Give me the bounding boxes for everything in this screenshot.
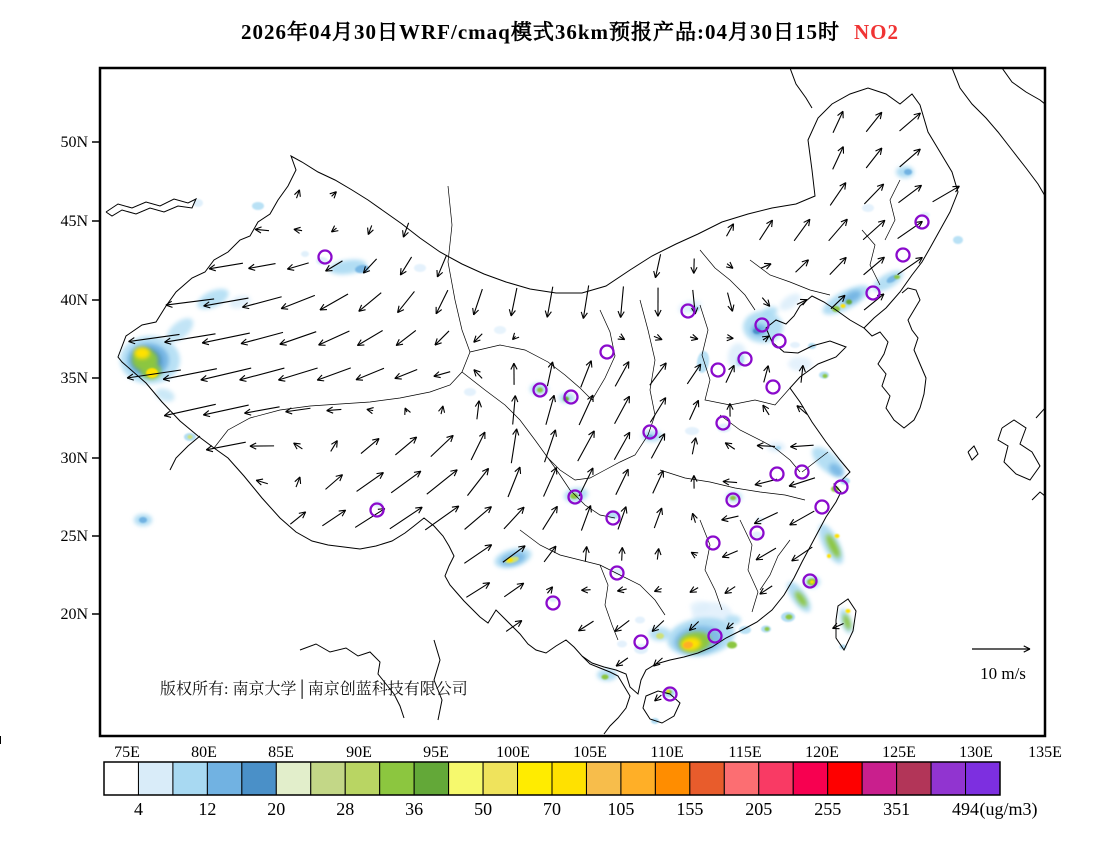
colorbar-cell bbox=[759, 762, 793, 795]
station-marker bbox=[767, 381, 780, 394]
pollution-plume bbox=[139, 517, 147, 523]
wind-arrow bbox=[390, 507, 422, 529]
wind-arrow bbox=[244, 407, 279, 413]
coastline bbox=[790, 68, 812, 108]
pollution-plume bbox=[690, 601, 710, 613]
colorbar-cell bbox=[724, 762, 758, 795]
colorbar-cell bbox=[586, 762, 620, 795]
wind-arrow bbox=[864, 184, 883, 204]
coastline bbox=[170, 436, 200, 470]
wind-arrow bbox=[543, 506, 558, 529]
colorbar-cell bbox=[138, 762, 172, 795]
station-marker bbox=[897, 249, 910, 262]
pollution-plume bbox=[656, 633, 664, 639]
colorbar-label: 36 bbox=[405, 799, 424, 819]
colorbar-cell bbox=[207, 762, 241, 795]
wind-arrow bbox=[425, 506, 459, 530]
pollution-plume bbox=[835, 534, 840, 538]
colorbar-cell bbox=[966, 762, 1000, 795]
pollution-plume bbox=[188, 435, 193, 439]
pollution-plume bbox=[685, 427, 699, 435]
colorbar-cell bbox=[380, 762, 414, 795]
wind-arrow bbox=[464, 545, 491, 564]
pollution-plume bbox=[846, 609, 851, 613]
wind-arrow bbox=[203, 405, 248, 415]
colorbar-label: 494 bbox=[952, 799, 980, 819]
pollution-plume bbox=[301, 251, 309, 257]
lat-label: 20N bbox=[60, 606, 88, 623]
wind-arrow bbox=[898, 221, 923, 238]
pollution-plume bbox=[777, 290, 804, 314]
lat-label: 50N bbox=[60, 134, 88, 151]
wind-arrow bbox=[511, 429, 516, 463]
colorbar-cell bbox=[655, 762, 689, 795]
wind-arrow bbox=[687, 364, 700, 384]
wind-arrow-layer bbox=[127, 111, 959, 701]
wind-arrow bbox=[357, 330, 382, 345]
colorbar-label: 155 bbox=[676, 799, 704, 819]
station-marker bbox=[601, 346, 614, 359]
lon-label: 105E bbox=[573, 744, 607, 761]
colorbar-cell bbox=[931, 762, 965, 795]
copyright-text: 版权所有: 南京大学│南京创蓝科技有限公司 bbox=[160, 681, 468, 698]
pollution-plume bbox=[730, 496, 736, 500]
colorbar-label: 20 bbox=[267, 799, 286, 819]
pollution-plume bbox=[841, 304, 846, 308]
colorbar-label: 4 bbox=[133, 799, 143, 819]
wind-arrow bbox=[356, 368, 384, 379]
wind-arrow bbox=[206, 442, 245, 450]
pollution-plume bbox=[894, 275, 900, 279]
lat-label: 25N bbox=[60, 528, 88, 545]
wind-arrow bbox=[830, 257, 846, 274]
colorbar bbox=[104, 762, 1038, 820]
colorbar-cell bbox=[449, 762, 483, 795]
wind-arrow bbox=[398, 291, 415, 312]
pollution-plume bbox=[464, 388, 476, 396]
province-boundary bbox=[700, 520, 722, 610]
pollution-plume bbox=[602, 675, 609, 680]
colorbar-label: 351 bbox=[883, 799, 911, 819]
coastline bbox=[864, 288, 926, 428]
colorbar-cell bbox=[552, 762, 586, 795]
pollution-plume bbox=[775, 446, 781, 450]
colorbar-cell bbox=[621, 762, 655, 795]
wind-arrow bbox=[544, 467, 557, 496]
wind-arrow bbox=[650, 363, 666, 385]
colorbar-cell bbox=[690, 762, 724, 795]
coastline bbox=[1032, 492, 1045, 500]
colorbar-units: (ug/m3) bbox=[979, 799, 1038, 819]
wind-scale-label: 10 m/s bbox=[980, 664, 1026, 683]
pollution-plume bbox=[146, 368, 158, 378]
pollution-plume bbox=[953, 236, 963, 244]
lon-label: 95E bbox=[423, 744, 449, 761]
station-marker bbox=[771, 468, 784, 481]
wind-arrow bbox=[395, 437, 416, 455]
lat-label: 40N bbox=[60, 292, 88, 309]
wind-arrow bbox=[322, 510, 345, 526]
province-boundary bbox=[214, 186, 470, 448]
wind-arrow bbox=[471, 432, 485, 460]
station-marker bbox=[816, 501, 829, 514]
wind-arrow bbox=[615, 396, 630, 424]
pollution-plume bbox=[414, 264, 426, 272]
wind-arrow bbox=[792, 547, 813, 561]
province-boundary bbox=[640, 300, 655, 435]
lon-label: 75E bbox=[114, 744, 140, 761]
lon-label: 130E bbox=[959, 744, 993, 761]
lon-label: 110E bbox=[650, 744, 684, 761]
lon-label: 80E bbox=[191, 744, 217, 761]
pollution-plume bbox=[790, 342, 800, 348]
province-boundary bbox=[760, 540, 790, 590]
pollution-plume bbox=[635, 617, 645, 624]
colorbar-cell bbox=[483, 762, 517, 795]
map-layers bbox=[106, 68, 1045, 734]
wind-arrow bbox=[319, 331, 350, 345]
pollution-plume bbox=[727, 642, 737, 649]
colorbar-cell bbox=[276, 762, 310, 795]
wind-arrow bbox=[320, 294, 348, 310]
pollution-plume bbox=[788, 357, 812, 371]
colorbar-cell bbox=[793, 762, 827, 795]
station-marker bbox=[712, 364, 725, 377]
coastline bbox=[1036, 408, 1045, 418]
pollution-plume bbox=[846, 300, 852, 305]
wind-arrow bbox=[790, 445, 813, 447]
title-text: 2026年04月30日WRF/cmaq模式36km预报产品:04月30日15时 bbox=[241, 20, 840, 44]
wind-arrow bbox=[467, 468, 488, 495]
coastline bbox=[1002, 68, 1045, 104]
title-species-label: NO2 bbox=[854, 20, 899, 44]
lat-label: 30N bbox=[60, 450, 88, 467]
wind-arrow bbox=[583, 285, 588, 318]
coastline bbox=[998, 420, 1040, 480]
pollution-plume bbox=[667, 690, 670, 693]
colorbar-cell bbox=[414, 762, 448, 795]
wind-arrow bbox=[866, 148, 882, 168]
wind-arrow bbox=[900, 113, 921, 131]
lat-label: 45N bbox=[60, 213, 88, 230]
wind-arrow bbox=[427, 470, 457, 494]
wind-arrow bbox=[278, 368, 317, 380]
wind-arrow bbox=[866, 112, 882, 131]
wind-arrow bbox=[317, 368, 351, 380]
pollution-plume bbox=[786, 615, 793, 620]
coastline bbox=[106, 199, 196, 216]
wind-arrow bbox=[281, 295, 315, 308]
wind-arrow bbox=[653, 471, 664, 494]
wind-arrow bbox=[615, 362, 629, 387]
coastline bbox=[968, 446, 978, 460]
wind-arrow bbox=[391, 471, 421, 493]
colorbar-cell bbox=[518, 762, 552, 795]
wind-arrow bbox=[833, 147, 844, 170]
colorbar-cell bbox=[828, 762, 862, 795]
colorbar-label: 70 bbox=[543, 799, 561, 819]
province-boundary bbox=[750, 260, 830, 295]
wind-arrow bbox=[209, 263, 243, 269]
wind-arrow bbox=[790, 511, 815, 525]
colorbar-label: 105 bbox=[607, 799, 635, 819]
colorbar-cell bbox=[173, 762, 207, 795]
pollution-plume bbox=[494, 326, 506, 334]
wind-arrow bbox=[280, 332, 316, 345]
wind-arrow bbox=[578, 431, 595, 461]
colorbar-label: 28 bbox=[336, 799, 355, 819]
pollution-plume bbox=[537, 388, 543, 393]
wind-arrow bbox=[436, 290, 448, 314]
wind-arrow bbox=[864, 257, 885, 275]
lon-label: 115E bbox=[728, 744, 762, 761]
wind-arrow bbox=[357, 473, 384, 492]
lon-label: 125E bbox=[882, 744, 916, 761]
pollution-plume bbox=[810, 580, 814, 583]
pollution-plume bbox=[154, 386, 177, 404]
province-boundary bbox=[700, 250, 755, 310]
wind-arrow bbox=[431, 435, 453, 456]
wind-arrow bbox=[504, 583, 523, 597]
wind-arrow bbox=[400, 257, 411, 275]
colorbar-label: 50 bbox=[474, 799, 493, 819]
wind-arrow bbox=[361, 438, 379, 453]
wind-arrow bbox=[830, 183, 846, 206]
pollution-plume bbox=[696, 350, 711, 373]
pollution-plume bbox=[827, 554, 831, 558]
colorbar-label: 255 bbox=[814, 799, 842, 819]
wind-arrow bbox=[508, 467, 520, 497]
province-boundary bbox=[548, 435, 648, 480]
wind-arrow bbox=[435, 331, 449, 345]
coastline bbox=[434, 640, 442, 720]
wind-arrow bbox=[581, 361, 592, 388]
province-boundary bbox=[600, 565, 618, 640]
pollution-plume bbox=[617, 641, 627, 648]
wind-arrow bbox=[794, 219, 810, 241]
wind-arrow bbox=[756, 548, 776, 560]
coastline bbox=[952, 68, 1045, 196]
pollution-plume bbox=[807, 442, 849, 482]
wind-arrow bbox=[396, 330, 416, 345]
axis-labels bbox=[0, 134, 1062, 761]
wind-arrow bbox=[544, 546, 556, 562]
lon-label: 90E bbox=[346, 744, 372, 761]
hainan-island bbox=[643, 691, 680, 723]
wind-arrow bbox=[465, 507, 492, 530]
lat-label: 35N bbox=[60, 370, 88, 387]
pollution-plume bbox=[904, 169, 912, 175]
wind-scale-legend bbox=[972, 646, 1030, 683]
pollution-plume bbox=[739, 626, 751, 634]
wind-arrow bbox=[240, 368, 285, 380]
station-marker bbox=[707, 537, 720, 550]
colorbar-cell bbox=[862, 762, 896, 795]
colorbar-label: 12 bbox=[198, 799, 217, 819]
wind-arrow bbox=[833, 111, 843, 133]
wind-arrow bbox=[616, 469, 628, 495]
pollution-plume bbox=[134, 347, 150, 359]
lon-label: 100E bbox=[496, 744, 530, 761]
wind-arrow bbox=[829, 219, 848, 241]
wind-arrow bbox=[898, 185, 921, 202]
province-boundary bbox=[520, 530, 665, 615]
wind-arrow bbox=[504, 507, 524, 529]
pollution-plume bbox=[823, 374, 828, 378]
colorbar-label: 205 bbox=[745, 799, 773, 819]
pollution-plume bbox=[765, 627, 770, 631]
pollution-plume bbox=[862, 204, 874, 212]
wind-arrow bbox=[545, 430, 556, 462]
pollution-plume bbox=[252, 202, 264, 210]
wind-arrow bbox=[760, 220, 773, 240]
colorbar-cell bbox=[897, 762, 931, 795]
wind-arrow bbox=[900, 149, 921, 167]
colorbar-cell bbox=[104, 762, 138, 795]
pollution-plume-layer bbox=[120, 166, 963, 724]
lon-label: 85E bbox=[268, 744, 294, 761]
wind-arrow bbox=[863, 220, 885, 240]
colorbar-cell bbox=[345, 762, 379, 795]
lon-label: 135E bbox=[1028, 744, 1062, 761]
wind-arrow bbox=[466, 583, 489, 598]
wind-arrow bbox=[325, 475, 342, 490]
lon-label: 120E bbox=[805, 744, 839, 761]
colorbar-cell bbox=[311, 762, 345, 795]
colorbar-cell bbox=[242, 762, 276, 795]
wind-arrow bbox=[359, 293, 381, 312]
wind-arrow bbox=[614, 432, 629, 460]
wind-arrow bbox=[579, 395, 593, 425]
province-boundary bbox=[885, 180, 900, 240]
